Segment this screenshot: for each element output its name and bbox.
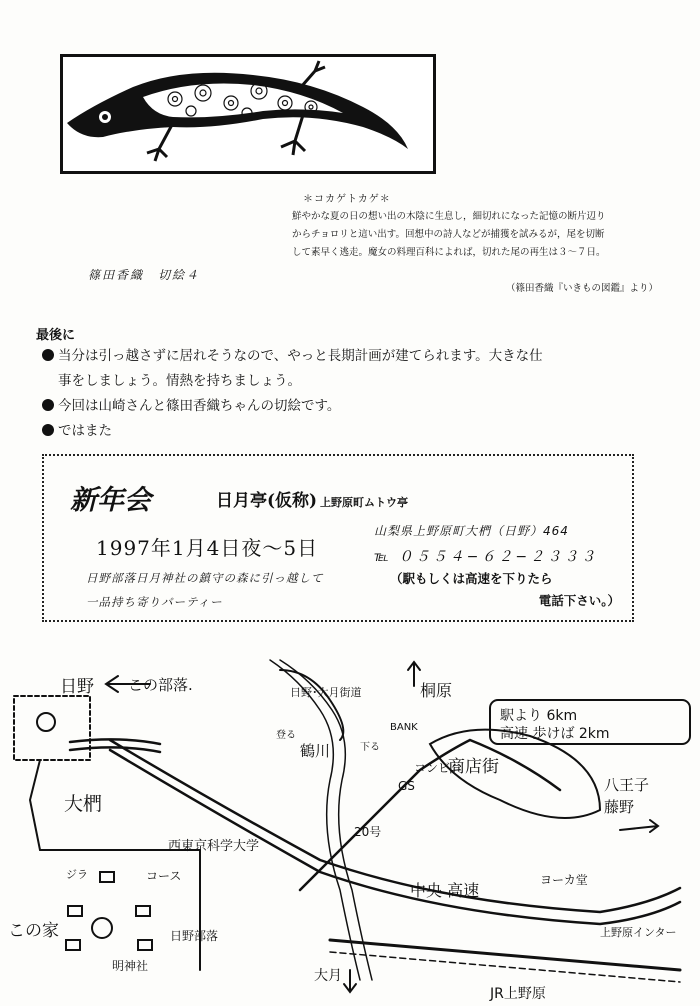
event-address: 山梨県上野原町大椚（日野）464 xyxy=(374,524,569,538)
home-shrine-mark xyxy=(92,918,112,938)
map-label-hino: 日野 xyxy=(60,677,94,697)
event-phone: ℡ ０５５４−６２−２３３３ xyxy=(374,549,599,565)
map-label-highway: 中央 高速 xyxy=(410,881,480,900)
map-label-conbini: コンビニ xyxy=(414,761,463,775)
map-label-hachioji: 八王子 xyxy=(604,776,650,794)
map-label-bank: BANK xyxy=(390,722,418,733)
map-label-okunugi: 大椚 xyxy=(64,793,103,815)
event-move-text: 日野部落日月神社の鎮守の森に引っ越して xyxy=(86,571,324,585)
list-item xyxy=(42,344,662,369)
hand-drawn-map xyxy=(0,640,700,1006)
map-label-shopping-street: 商店街 xyxy=(448,757,499,777)
caption-text xyxy=(292,208,662,262)
event-venue: 日月亭(仮称) xyxy=(216,491,318,511)
caption-source: （篠田香織『いきもの図鑑』より） xyxy=(505,283,658,294)
map-label-gs: GS xyxy=(398,779,415,793)
bullet-text: 当分は引っ越さずに居れそうなので、やっと長期計画が建てられます。大きな仕 xyxy=(58,348,543,364)
event-contact-note xyxy=(390,568,630,612)
map-label-fujino: 藤野 xyxy=(604,798,635,816)
note-line: （駅もしくは高速を下りたら xyxy=(390,571,553,586)
artist-label: 篠田香織 切絵４ xyxy=(88,268,201,282)
map-label-shira: ジラ xyxy=(66,868,88,881)
shrine-mark xyxy=(37,713,55,731)
map-label-from-highway: 高速 歩けば 2km xyxy=(500,726,610,742)
map-label-from-station: 駅より 6km xyxy=(500,708,578,724)
map-label-otsuki: 大月 xyxy=(314,968,342,984)
lizard-illustration xyxy=(63,57,433,171)
list-item xyxy=(42,419,662,444)
new-year-party-box xyxy=(42,454,634,622)
map-label-kiri-hara: 桐原 xyxy=(420,681,453,700)
bullet-text: ではまた xyxy=(58,423,112,439)
caption-line: からチョロリと這い出す。回想中の詩人などが捕獲を試みるが，尾を切断 xyxy=(292,229,605,240)
map-label-university: 西東京科学大学 xyxy=(168,839,260,854)
list-item xyxy=(42,394,662,419)
map-label-route20: 20号 xyxy=(354,825,382,839)
list-item-continued: 事をしましょう。情熱を持ちましょう。 xyxy=(58,373,301,389)
map-label-kudaru: 下る xyxy=(360,742,380,753)
map-label-this-house: この家 xyxy=(8,921,59,941)
note-line: 電話下さい。） xyxy=(538,593,620,608)
map-label-hino-buraku: 日野部落 xyxy=(170,929,219,943)
event-venue-address: 上野原町ムトウ亭 xyxy=(320,496,408,509)
bullet-icon xyxy=(42,349,54,361)
map-label-uenohara-ic: 上野原インター xyxy=(600,926,677,939)
papercut-artwork xyxy=(60,54,436,174)
bullet-icon xyxy=(42,399,54,411)
closing-title: 最後に xyxy=(36,328,76,343)
event-party-text: 一品持ち寄りパーティー xyxy=(86,595,223,609)
map-label-yokado: ヨーカ堂 xyxy=(540,873,588,887)
map-label-jr-station: JR上野原 xyxy=(490,986,546,1002)
map-label-this-village: この部落. xyxy=(128,676,193,694)
map-label-noboru: 登る xyxy=(276,730,296,741)
map-label-hinode-kaido: 日野･大月街道 xyxy=(290,686,362,699)
caption-heading: ＊コカゲトカゲ＊ xyxy=(303,194,391,205)
caption-line: 鮮やかな夏の日の想い出の木陰に生息し，細切れになった記憶の断片辺り xyxy=(292,211,606,222)
map-label-course: コース xyxy=(146,869,182,883)
bullet-icon xyxy=(42,424,54,436)
event-title: 新年会 xyxy=(70,485,151,516)
bullet-text: 今回は山崎さんと篠田香織ちゃんの切絵です。 xyxy=(58,398,341,414)
map-label-tsurukawa: 鶴川 xyxy=(300,742,331,760)
map-label-jinja: 明神社 xyxy=(112,959,149,973)
closing-bullets xyxy=(42,344,662,444)
event-date: 1997年1月4日夜〜5日 xyxy=(96,536,319,560)
caption-line: して素早く逃走。魔女の料理百科によれば，切れた尾の再生は３〜７日。 xyxy=(292,247,606,258)
